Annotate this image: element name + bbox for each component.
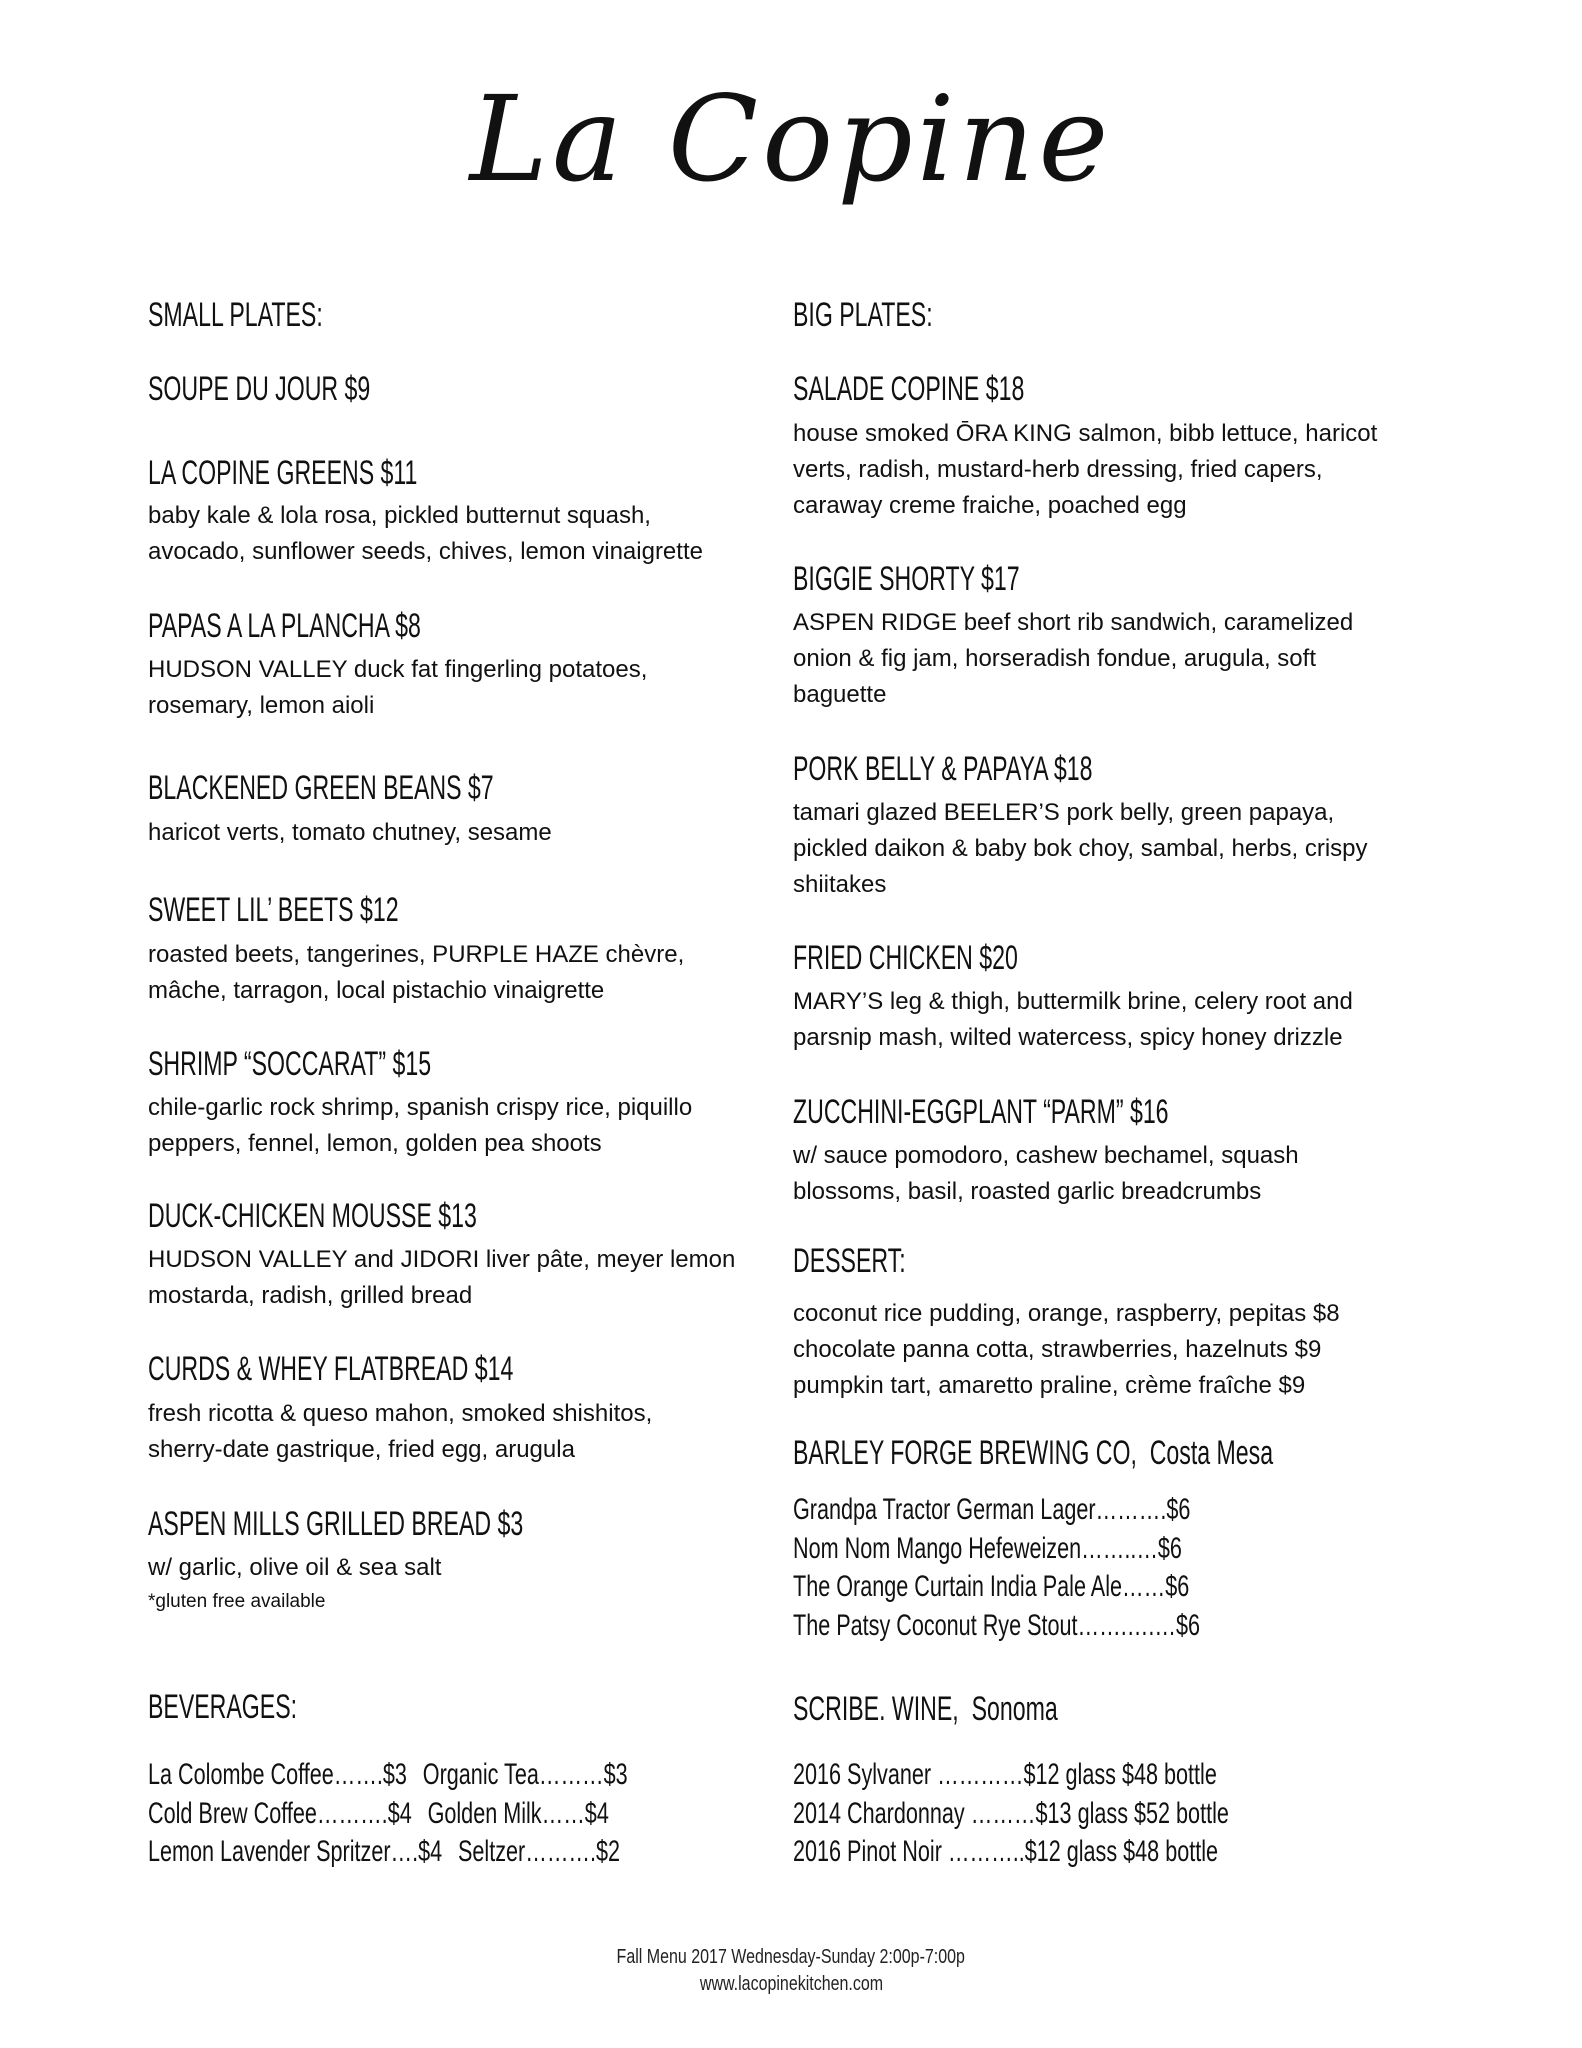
- menu-item-description: [148, 815, 552, 851]
- beverage-row: [148, 1756, 814, 1794]
- beverage-item: [148, 1756, 628, 1794]
- menu-item-title: [148, 369, 475, 409]
- beverage-name-price: Cold Brew Coffee……….$4: [148, 1796, 412, 1830]
- beverage-name-price: Lemon Lavender Spritzer….$4: [148, 1835, 443, 1868]
- menu-item-name: SALADE COPINE $18: [793, 370, 1025, 408]
- beverage-row: [148, 1833, 804, 1871]
- line-text: Nom Nom Mango Hefeweizen……..…$6: [793, 1531, 1182, 1565]
- menu-item-title: [148, 1196, 632, 1236]
- small-plates-heading: SMALL PLATES:: [148, 296, 323, 334]
- beer-item: [793, 1491, 1345, 1529]
- brewery-name: BARLEY FORGE BREWING CO,: [793, 1434, 1137, 1472]
- menu-item-note: *gluten free available: [148, 1591, 326, 1612]
- menu-item-description: [148, 1396, 652, 1468]
- description-line: chile-garlic rock shrimp, spanish crispy rice, piquillo: [148, 1094, 693, 1121]
- description-line: rosemary, lemon aioli: [148, 692, 375, 719]
- description-line: parsnip mash, wilted watercess, spicy honey drizzle: [793, 1024, 1343, 1051]
- menu-item-title: [793, 559, 1126, 599]
- menu-item-description: [793, 795, 1368, 903]
- menu-item-title: [148, 890, 517, 930]
- description-line: w/ sauce pomodoro, cashew bechamel, squash: [793, 1142, 1299, 1169]
- menu-item-title: [148, 1504, 700, 1544]
- menu-item-name: CURDS & WHEY FLATBREAD $14: [148, 1350, 514, 1388]
- line-text: 2016 Sylvaner …………$12 glass $48 bottle: [793, 1758, 1217, 1791]
- footer-website[interactable]: www.lacopinekitchen.com: [699, 1973, 883, 1995]
- line-text: 2016 Pinot Noir ………..$12 glass $48 bottle: [793, 1835, 1219, 1868]
- dessert-item: chocolate panna cotta, strawberries, hazelnuts $9: [793, 1336, 1322, 1363]
- description-line: caraway creme fraiche, poached egg: [793, 492, 1187, 519]
- beer-item: [793, 1530, 1333, 1568]
- beverage-name-price: Organic Tea………$3: [422, 1758, 628, 1791]
- beverage-row: [148, 1795, 788, 1833]
- menu-item-name: PAPAS A LA PLANCHA $8: [148, 607, 421, 645]
- menu-item-description: [793, 984, 1353, 1056]
- brewery-location: Costa Mesa: [1149, 1434, 1274, 1472]
- description-line: tamari glazed BEELER’S pork belly, green papaya,: [793, 799, 1335, 826]
- dessert-item: pumpkin tart, amaretto praline, crème fraîche $9: [793, 1372, 1306, 1399]
- description-line: HUDSON VALLEY and JIDORI liver pâte, meyer lemon: [148, 1246, 736, 1273]
- description-line: baguette: [793, 681, 887, 708]
- menu-item-title: [148, 1044, 564, 1084]
- beer-item: [793, 1607, 1358, 1645]
- menu-item-name: ZUCCHINI-EGGPLANT “PARM” $16: [793, 1093, 1169, 1131]
- description-line: mostarda, radish, grilled bread: [148, 1282, 473, 1309]
- description-line: house smoked ŌRA KING salmon, bibb lettuce, haricot: [793, 420, 1378, 447]
- menu-item-description: [148, 498, 703, 570]
- description-line: w/ garlic, olive oil & sea salt: [148, 1554, 442, 1581]
- description-line: peppers, fennel, lemon, golden pea shoots: [148, 1130, 602, 1157]
- menu-item-description: [148, 937, 684, 1009]
- line-text: The Orange Curtain India Pale Ale……$6: [793, 1570, 1190, 1604]
- menu-item-name: DUCK-CHICKEN MOUSSE $13: [148, 1197, 477, 1235]
- beverage-name-price: Seltzer……….$2: [458, 1835, 621, 1868]
- description-line: onion & fig jam, horseradish fondue, arugula, soft: [793, 645, 1316, 672]
- description-line: roasted beets, tangerines, PURPLE HAZE chèvre,: [148, 941, 685, 968]
- description-line: verts, radish, mustard-herb dressing, fried capers,: [793, 456, 1323, 483]
- description-line: pickled daikon & baby bok choy, sambal, herbs, crispy: [793, 835, 1368, 862]
- description-line: blossoms, basil, roasted garlic breadcrumbs: [793, 1178, 1262, 1205]
- beverage-item: [148, 1795, 609, 1833]
- description-line: avocado, sunflower seeds, chives, lemon vinaigrette: [148, 538, 703, 565]
- menu-item-title: [148, 606, 549, 646]
- menu-item-description: [148, 1242, 735, 1314]
- description-line: shiitakes: [793, 871, 887, 898]
- winery-location: Sonoma: [971, 1690, 1058, 1728]
- description-line: sherry-date gastrique, fried egg, arugula: [148, 1436, 575, 1463]
- menu-item-name: FRIED CHICKEN $20: [793, 939, 1018, 977]
- description-line: mâche, tarragon, local pistachio vinaigrette: [148, 977, 605, 1004]
- menu-item-title: [148, 768, 656, 808]
- menu-item-description: [148, 1090, 692, 1162]
- description-line: ASPEN RIDGE beef short rib sandwich, caramelized: [793, 609, 1354, 636]
- beverage-name-price: Golden Milk……$4: [427, 1796, 609, 1830]
- footer-hours: Fall Menu 2017 Wednesday-Sunday 2:00p-7:00p: [616, 1946, 966, 1968]
- description-line: fresh ricotta & queso mahon, smoked shishitos,: [148, 1400, 653, 1427]
- menu-item-description: [148, 652, 647, 724]
- line-text: 2014 Chardonnay ………$13 glass $52 bottle: [793, 1796, 1229, 1830]
- description-line: HUDSON VALLEY duck fat fingerling potatoes,: [148, 656, 648, 683]
- menu-item-name: ASPEN MILLS GRILLED BREAD $3: [148, 1505, 524, 1543]
- dessert-heading: DESSERT:: [793, 1242, 906, 1280]
- menu-item-title: [793, 369, 1133, 409]
- menu-item-description: [793, 416, 1377, 524]
- line-text: Grandpa Tractor German Lager……….$6: [793, 1493, 1191, 1526]
- restaurant-logo: La Copine: [469, 70, 1113, 208]
- wine-item: [793, 1795, 1398, 1833]
- menu-item-description: [793, 605, 1353, 713]
- menu-item-name: LA COPINE GREENS $11: [148, 454, 418, 492]
- beer-item: [793, 1568, 1343, 1606]
- menu-item-name: BIGGIE SHORTY $17: [793, 560, 1020, 598]
- dessert-item: coconut rice pudding, orange, raspberry, pepitas $8: [793, 1300, 1340, 1327]
- wine-item: [793, 1756, 1382, 1794]
- description-line: baby kale & lola rosa, pickled butternut squash,: [148, 502, 651, 529]
- menu-item-description: [793, 1138, 1299, 1210]
- menu-item-title: [148, 1349, 685, 1389]
- beverage-name-price: La Colombe Coffee…….$3: [148, 1758, 407, 1791]
- menu-item-name: SOUPE DU JOUR $9: [148, 370, 371, 408]
- winery-name: SCRIBE. WINE,: [793, 1690, 959, 1728]
- menu-item-name: PORK BELLY & PAPAYA $18: [793, 750, 1093, 788]
- menu-item-title: [793, 749, 1233, 789]
- line-text: The Patsy Coconut Rye Stout…….….…$6: [793, 1609, 1200, 1643]
- menu-item-name: SWEET LIL’ BEETS $12: [148, 891, 399, 929]
- beer-heading: [793, 1433, 1499, 1473]
- menu-item-title: [793, 938, 1124, 978]
- beverage-item: [148, 1833, 620, 1871]
- menu-item-name: BLACKENED GREEN BEANS $7: [148, 769, 494, 807]
- description-line: haricot verts, tomato chutney, sesame: [148, 819, 552, 846]
- description-line: MARY’S leg & thigh, buttermilk brine, celery root and: [793, 988, 1353, 1015]
- wine-item: [793, 1833, 1383, 1871]
- menu-item-name: SHRIMP “SOCCARAT” $15: [148, 1045, 432, 1083]
- menu-item-title: [148, 453, 544, 493]
- wine-heading: [793, 1689, 1182, 1729]
- dessert-list: [793, 1296, 1340, 1404]
- menu-item-description: [148, 1550, 441, 1586]
- big-plates-heading: BIG PLATES:: [793, 296, 933, 334]
- beverages-heading: BEVERAGES:: [148, 1688, 298, 1726]
- menu-item-title: [793, 1092, 1345, 1132]
